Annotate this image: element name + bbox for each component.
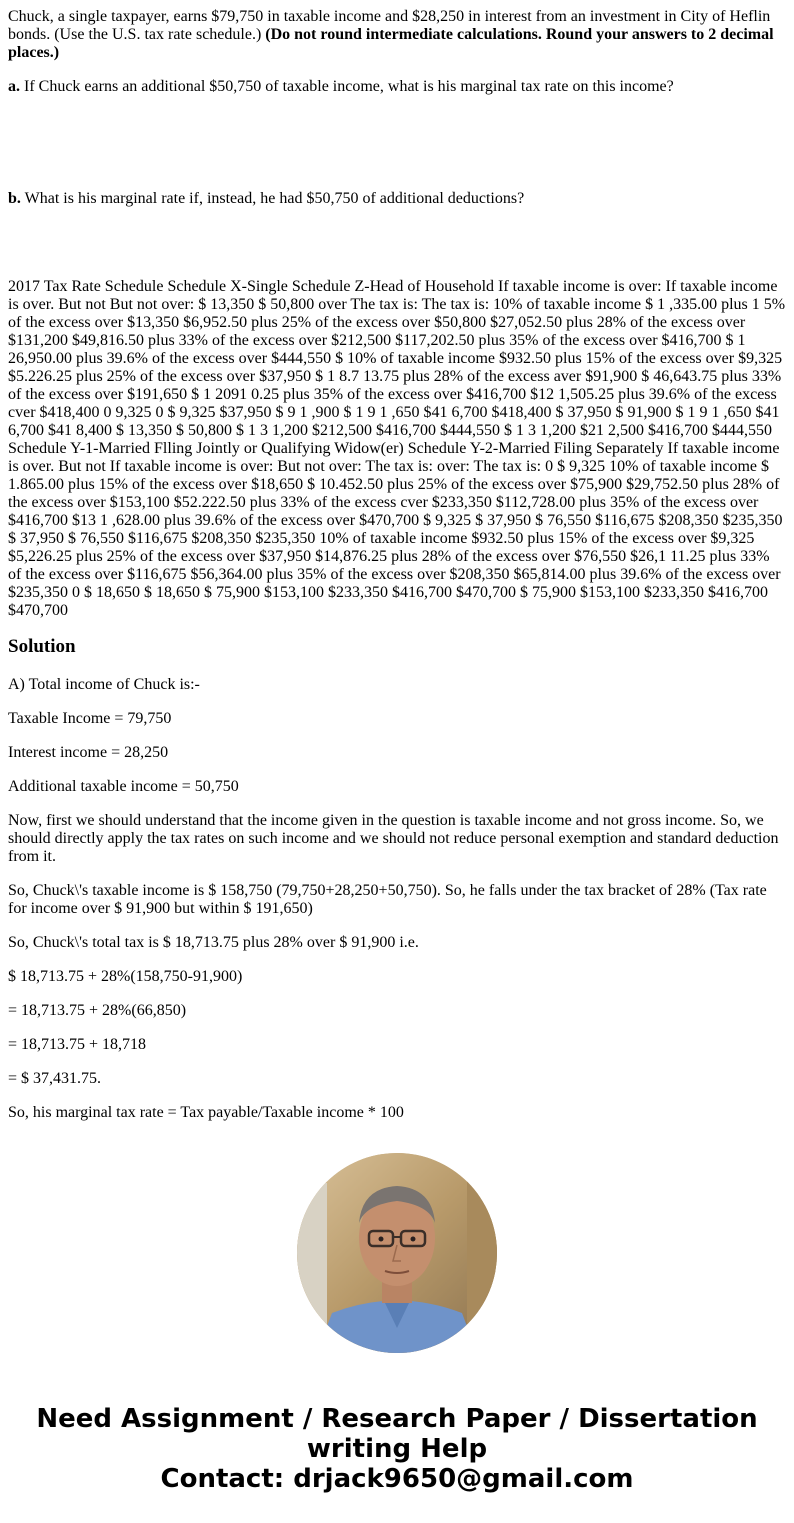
solution-paragraph: = $ 37,431.75. xyxy=(8,1070,102,1087)
tutor-avatar xyxy=(297,1153,497,1353)
solution-paragraph: A) Total income of Chuck is:- xyxy=(8,676,200,693)
solution-heading: Solution xyxy=(8,636,76,657)
solution-paragraph: So, Chuck\'s total tax is $ 18,713.75 plus 28% over $ 91,900 i.e. xyxy=(8,934,419,951)
help-banner xyxy=(0,1404,794,1494)
part-a-label: a. xyxy=(8,78,20,95)
solution-paragraph: $ 18,713.75 + 28%(158,750-91,900) xyxy=(8,968,243,985)
solution-paragraph: Interest income = 28,250 xyxy=(8,744,169,761)
solution-body xyxy=(8,676,786,1122)
solution-paragraph: = 18,713.75 + 28%(66,850) xyxy=(8,1002,187,1019)
solution-paragraph: Additional taxable income = 50,750 xyxy=(8,778,239,795)
part-b-label: b. xyxy=(8,190,21,207)
part-b-text: What is his marginal rate if, instead, he had $50,750 of additional deductions? xyxy=(20,190,525,207)
solution-paragraph: Taxable Income = 79,750 xyxy=(8,710,172,727)
solution-paragraph: Now, first we should understand that the income given in the question is taxable income and not gross income. So, we should directly apply the tax rates on such income and we should not reduce personal exemption and standard deduction from it. xyxy=(8,812,779,865)
tutor-portrait-image xyxy=(297,1153,497,1353)
help-banner-contact: Contact: drjack9650@gmail.com xyxy=(160,1464,634,1494)
help-banner-line1: Need Assignment / Research Paper / Dissertation xyxy=(36,1404,758,1434)
help-banner-line2: writing Help xyxy=(306,1434,488,1464)
solution-paragraph: = 18,713.75 + 18,718 xyxy=(8,1036,147,1053)
question-intro-text: Chuck, a single taxpayer, earns $79,750 in taxable income and $28,250 in interest from an investment in City of Heflin bonds. (Use the U.S. tax rate schedule.) xyxy=(8,8,771,43)
solution-paragraph: So, Chuck\'s taxable income is $ 158,750 (79,750+28,250+50,750). So, he falls under the tax bracket of 28% (Tax rate for income over $ 91,900 but within $ 191,650) xyxy=(8,882,767,917)
question-intro-instructions: (Do not round intermediate calculations. Round your answers to 2 decimal places.) xyxy=(8,26,774,61)
question-part-b xyxy=(8,190,786,208)
question-part-a xyxy=(8,78,786,96)
solution-paragraph: So, his marginal tax rate = Tax payable/Taxable income * 100 xyxy=(8,1104,404,1121)
page-content xyxy=(8,8,786,1122)
tax-rate-schedule-text: 2017 Tax Rate Schedule Schedule X-Single Schedule Z-Head of Household If taxable income is over: If taxable income is over. But not But not over: $ 13,350 $ 50,800 over The tax is: The tax is: 10% of taxable income $ 1 ,335.00 plus 1 5% of the excess over $13,350 $6,952.50 plus 25% of the excess over $50,800 $27,052.50 plus 28% of the excess over $131,200 $49,816.50 plus 33% of the excess over $212,500 $117,202.50 plus 35% of the excess over $416,700 $ 1 26,950.00 plus 39.6% of the excess over $444,550 $ 10% of taxable income $932.50 plus 15% of the excess over $9,325 $5.226.25 plus 25% of the excess over $37,950 $ 1 8.7 13.75 plus 28% of the excess aver $91,900 $ 46,643.75 plus 33% of the excess over $191,650 $ 1 2091 0.25 plus 35% of the excess over $416,700 $12 1,505.25 plus 39.6% of the excess cver $418,400 0 9,325 0 $ 9,325 $37,950 $ 9 1 ,900 $ 1 9 1 ,650 $41 6,700 $418,400 $ 37,950 $ 91,900 $ 1 9 1 ,650 $41 6,700 $41 8,400 $ 13,350 $ 50,800 $ 1 3 1,200 $212,500 $416,700 $444,550 $ 1 3 1,200 $21 2,500 $416,700 $444,550 Schedule Y-1-Married Flling Jointly or Qualifying Widow(er) Schedule Y-2-Married Filing Separately If taxable income is over. But not If taxable income is over: But not over: The tax is: over: The tax is: 0 $ 9,325 10% of taxable income $ 1.865.00 plus 15% of the excess over $18,650 $ 10.452.50 plus 25% of the excess over $75,900 $29,752.50 plus 28% of the excess over $153,100 $52.222.50 plus 33% of the excess cver $233,350 $112,728.00 plus 35% of the excess over $416,700 $13 1 ,628.00 plus 39.6% of the excess over $470,700 $ 9,325 $ 37,950 $ 76,550 $116,675 $208,350 $235,350 $ 37,950 $ 76,550 $116,675 $208,350 $235,350 10% of taxable income $932.50 plus 15% of the excess over $9,325 $5,226.25 plus 25% of the excess over $37,950 $14,876.25 plus 28% of the excess over $76,550 $26,1 11.25 plus 33% of the excess over $116,675 $56,364.00 plus 35% of the excess over $208,350 $65,814.00 plus 39.6% of the excess over $235,350 0 $ 18,650 $ 18,650 $ 75,900 $153,100 $233,350 $416,700 $470,700 $ 75,900 $153,100 $233,350 $416,700 $470,700 xyxy=(8,278,786,619)
part-a-text: If Chuck earns an additional $50,750 of taxable income, what is his marginal tax rate on this income? xyxy=(20,78,674,95)
question-intro xyxy=(8,8,786,62)
